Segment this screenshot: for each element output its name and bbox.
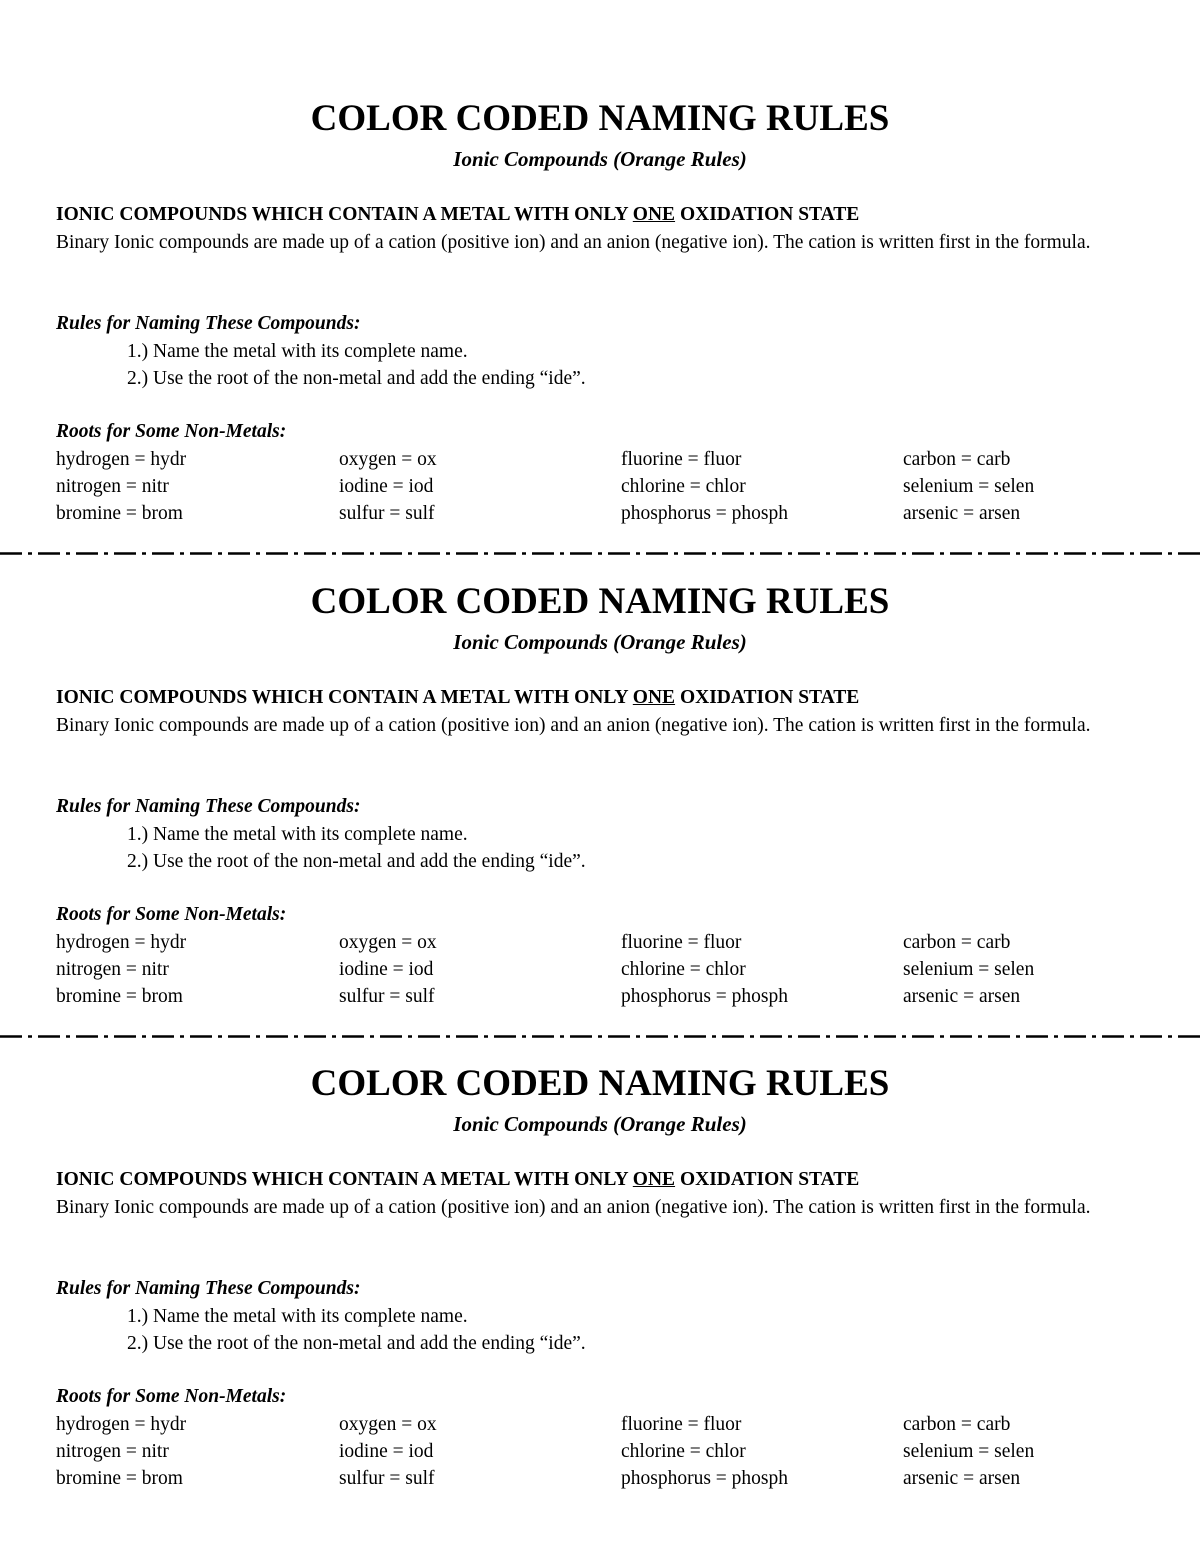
- heading-text-before: IONIC COMPOUNDS WHICH CONTAIN A METAL WITH ONLY: [56, 204, 633, 225]
- root-selenium: selenium = selen: [903, 1441, 1035, 1462]
- root-arsenic: arsenic = arsen: [903, 503, 1021, 524]
- heading-text-after: OXIDATION STATE: [675, 687, 860, 708]
- root-fluorine: fluorine = fluor: [621, 449, 742, 470]
- rules-title: Rules for Naming These Compounds:: [56, 796, 361, 817]
- root-iodine: iodine = iod: [339, 959, 434, 980]
- root-fluorine: fluorine = fluor: [621, 932, 742, 953]
- root-carbon: carbon = carb: [903, 1414, 1011, 1435]
- roots-title: Roots for Some Non-Metals:: [56, 904, 287, 925]
- root-carbon: carbon = carb: [903, 932, 1011, 953]
- root-selenium: selenium = selen: [903, 959, 1035, 980]
- roots-title: Roots for Some Non-Metals:: [56, 1386, 287, 1407]
- root-nitrogen: nitrogen = nitr: [56, 1441, 169, 1462]
- heading-text-after: OXIDATION STATE: [675, 1169, 860, 1190]
- heading-text-before: IONIC COMPOUNDS WHICH CONTAIN A METAL WITH ONLY: [56, 1169, 633, 1190]
- rule-item-2: 2.) Use the root of the non-metal and add the ending “ide”.: [127, 851, 586, 872]
- root-hydrogen: hydrogen = hydr: [56, 1414, 187, 1435]
- section-heading: [56, 1167, 859, 1193]
- root-phosphorus: phosphorus = phosph: [621, 986, 789, 1007]
- card-subtitle: Ionic Compounds (Orange Rules): [453, 630, 747, 654]
- root-oxygen: oxygen = ox: [339, 449, 437, 470]
- root-hydrogen: hydrogen = hydr: [56, 932, 187, 953]
- root-iodine: iodine = iod: [339, 476, 434, 497]
- root-chlorine: chlorine = chlor: [621, 959, 746, 980]
- description-text: Binary Ionic compounds are made up of a cation (positive ion) and an anion (negative ion). The cation is written first in the formula.: [56, 232, 1091, 253]
- root-nitrogen: nitrogen = nitr: [56, 476, 169, 497]
- root-bromine: bromine = brom: [56, 1468, 183, 1489]
- root-chlorine: chlorine = chlor: [621, 1441, 746, 1462]
- roots-title: Roots for Some Non-Metals:: [56, 421, 287, 442]
- heading-emphasis: ONE: [632, 1169, 676, 1190]
- root-sulfur: sulfur = sulf: [339, 986, 435, 1007]
- section-heading: [56, 685, 859, 711]
- root-arsenic: arsenic = arsen: [903, 986, 1021, 1007]
- rules-title: Rules for Naming These Compounds:: [56, 313, 361, 334]
- root-oxygen: oxygen = ox: [339, 932, 437, 953]
- card-subtitle: Ionic Compounds (Orange Rules): [453, 1112, 747, 1136]
- rule-item-2: 2.) Use the root of the non-metal and add the ending “ide”.: [127, 368, 586, 389]
- rule-item-1: 1.) Name the metal with its complete name.: [127, 1306, 468, 1327]
- root-sulfur: sulfur = sulf: [339, 503, 435, 524]
- root-chlorine: chlorine = chlor: [621, 476, 746, 497]
- root-hydrogen: hydrogen = hydr: [56, 449, 187, 470]
- rules-title: Rules for Naming These Compounds:: [56, 1278, 361, 1299]
- card-title: COLOR CODED NAMING RULES: [310, 581, 890, 622]
- card-subtitle: Ionic Compounds (Orange Rules): [453, 147, 747, 171]
- heading-emphasis: ONE: [632, 687, 676, 708]
- rule-item-2: 2.) Use the root of the non-metal and add the ending “ide”.: [127, 1333, 586, 1354]
- root-arsenic: arsenic = arsen: [903, 1468, 1021, 1489]
- root-iodine: iodine = iod: [339, 1441, 434, 1462]
- root-fluorine: fluorine = fluor: [621, 1414, 742, 1435]
- rules-card-3: [0, 965, 1200, 1489]
- description-text: Binary Ionic compounds are made up of a cation (positive ion) and an anion (negative ion). The cation is written first in the formula.: [56, 715, 1091, 736]
- root-carbon: carbon = carb: [903, 449, 1011, 470]
- rules-card-2: [0, 483, 1200, 1007]
- root-phosphorus: phosphorus = phosph: [621, 503, 789, 524]
- card-title: COLOR CODED NAMING RULES: [310, 98, 890, 139]
- root-oxygen: oxygen = ox: [339, 1414, 437, 1435]
- section-heading: [56, 202, 859, 228]
- heading-text-after: OXIDATION STATE: [675, 204, 860, 225]
- rules-card-1: [0, 0, 1200, 524]
- root-selenium: selenium = selen: [903, 476, 1035, 497]
- rule-item-1: 1.) Name the metal with its complete name.: [127, 341, 468, 362]
- root-nitrogen: nitrogen = nitr: [56, 959, 169, 980]
- root-sulfur: sulfur = sulf: [339, 1468, 435, 1489]
- root-bromine: bromine = brom: [56, 503, 183, 524]
- description-text: Binary Ionic compounds are made up of a cation (positive ion) and an anion (negative ion). The cation is written first in the formula.: [56, 1197, 1091, 1218]
- card-title: COLOR CODED NAMING RULES: [310, 1063, 890, 1104]
- root-bromine: bromine = brom: [56, 986, 183, 1007]
- rule-item-1: 1.) Name the metal with its complete name.: [127, 824, 468, 845]
- heading-emphasis: ONE: [632, 204, 676, 225]
- root-phosphorus: phosphorus = phosph: [621, 1468, 789, 1489]
- heading-text-before: IONIC COMPOUNDS WHICH CONTAIN A METAL WITH ONLY: [56, 687, 633, 708]
